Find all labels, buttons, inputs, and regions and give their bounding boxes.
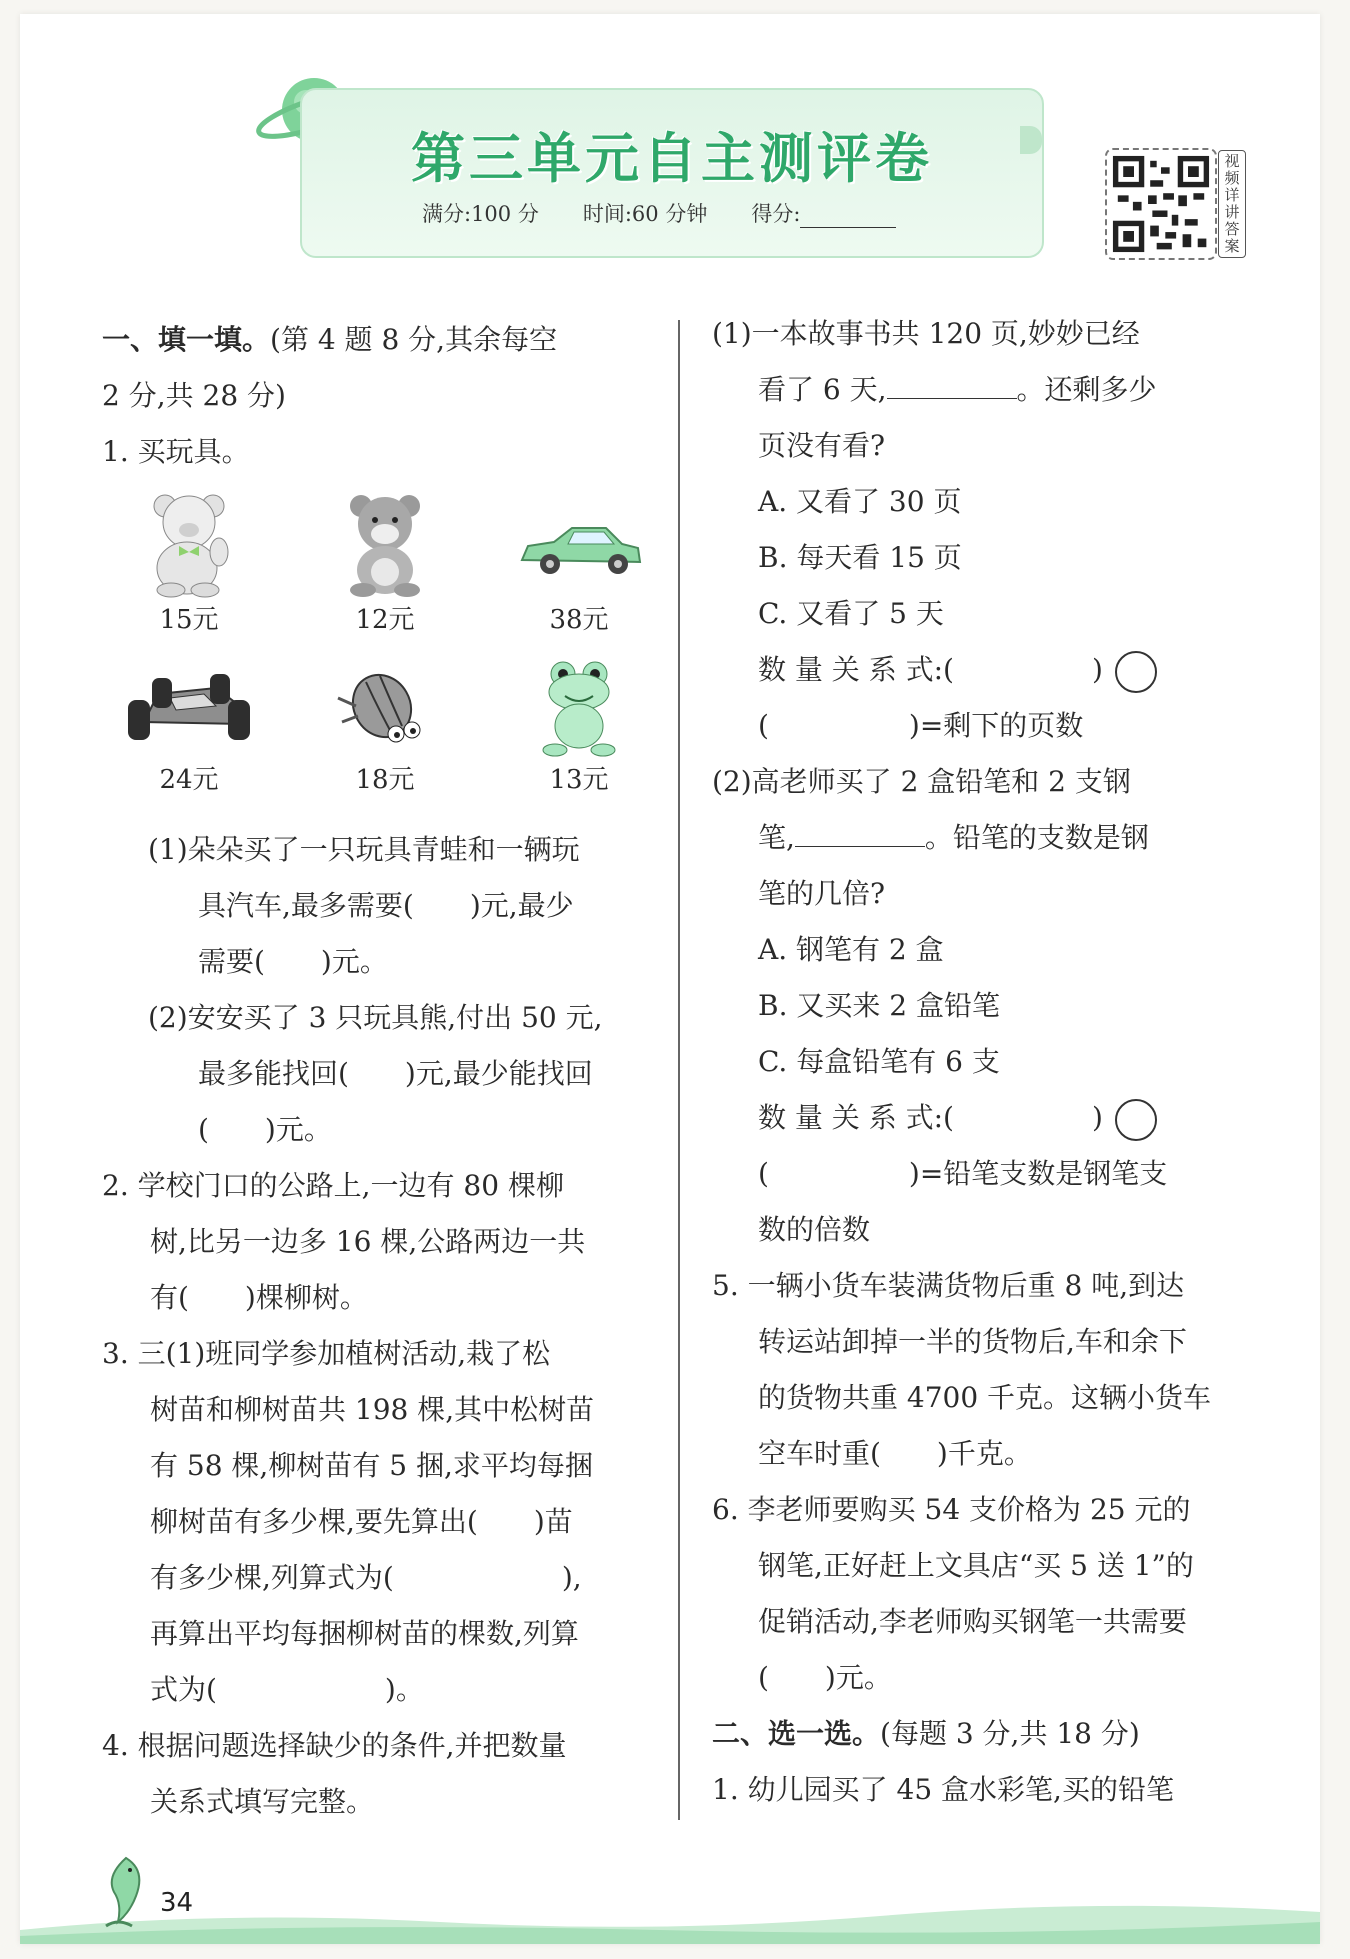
toy-price: 12元 [355,605,415,635]
q1-1-line-a: (1)朵朵买了一只玩具青蛙和一辆玩 [148,833,580,866]
full-score: 满分:100 分 [422,202,539,226]
q1-2-line-c: ( )元。 [198,1113,332,1146]
q3-line-g: 式为( )。 [150,1673,424,1706]
q5-line-a: 5. 一辆小货车装满货物后重 8 吨,到达 [712,1269,1185,1302]
q4-line-b: 关系式填写完整。 [150,1785,375,1818]
teddy-bear-icon [335,488,435,598]
q4-1-line-b: 看了 6 天, 。还剩多少 [712,362,1272,418]
teddy-bear-icon [139,488,239,598]
toy-price: 24元 [159,765,219,795]
answer-circle[interactable] [1115,1099,1157,1141]
option-a: A. 又看了 30 页 [758,485,962,518]
right-column [712,306,1272,1818]
q1-1-line-b: 具汽车,最多需要( )元,最少 [198,889,574,922]
section1-note: 2 分,共 28 分) [102,379,286,412]
banner-tab [1020,126,1042,154]
option-a: A. 钢笔有 2 盒 [758,933,944,966]
score-field: 得分: [751,198,896,228]
q4-2-equation-b: 数的倍数 [758,1213,871,1246]
q3-line-e: 有多少棵,列算式为( ), [150,1561,582,1594]
answer-circle[interactable] [1115,651,1157,693]
race-car-icon [124,658,254,758]
toy-car-icon [514,488,644,598]
q3-line-f: 再算出平均每捆柳树苗的棵数,列算 [150,1617,579,1650]
q6-line-a: 6. 李老师要购买 54 支价格为 25 元的 [712,1493,1191,1526]
q1-1-line-c: 需要( )元。 [198,945,388,978]
q2-line-c: 有( )棵柳树。 [150,1281,368,1314]
page-title: 第三单元自主测评卷 [411,127,933,190]
q5-line-c: 的货物共重 4700 千克。这辆小货车 [758,1381,1212,1414]
frog-icon [529,658,629,758]
q3-line-c: 有 58 棵,柳树苗有 5 捆,求平均每捆 [150,1449,593,1482]
q2-line-b: 树,比另一边多 16 棵,公路两边一共 [150,1225,586,1258]
toy-price: 38元 [549,605,609,635]
toy-racecar [124,658,254,796]
q4-1-line-a: (1)一本故事书共 120 页,妙妙已经 [712,317,1140,350]
toy-price: 18元 [355,765,415,795]
q3-line-a: 3. 三(1)班同学参加植树活动,栽了松 [102,1337,551,1370]
option-b: B. 又买来 2 盒铅笔 [758,989,1000,1022]
left-column [102,312,662,1830]
q4-1-equation: ( )=剩下的页数 [758,709,1084,742]
q1-2-line-a: (2)安安买了 3 只玩具熊,付出 50 元, [148,1001,603,1034]
section1-header: 一、填一填。(第 4 题 8 分,其余每空 [102,323,558,356]
qr-code-icon[interactable] [1105,148,1217,260]
toy-frog [514,658,644,796]
q4-1-line-c: 页没有看? [758,429,886,462]
answer-blank[interactable] [887,370,1017,399]
section2-header: 二、选一选。(每题 3 分,共 18 分) [712,1717,1140,1750]
q6-line-d: ( )元。 [758,1661,892,1694]
q2-line-a: 2. 学校门口的公路上,一边有 80 棵柳 [102,1169,564,1202]
toy-bear-white [124,488,254,636]
answer-blank[interactable] [795,818,925,847]
q5-line-b: 转运站卸掉一半的货物后,车和余下 [758,1325,1187,1358]
qr-caption: 视频详讲答案 [1218,150,1246,258]
toy-price: 13元 [549,765,609,795]
option-c: C. 又看了 5 天 [758,597,944,630]
footer-wave [20,1900,1320,1944]
option-c: C. 每盒铅笔有 6 支 [758,1045,1000,1078]
dolphin-icon [96,1852,156,1932]
watermelon-toy-icon [330,658,440,758]
toy-price: 15元 [159,605,219,635]
s2-q1-line-a: 1. 幼儿园买了 45 盒水彩笔,买的铅笔 [712,1773,1174,1806]
toy-bear-gray [320,488,450,636]
exam-meta [422,198,896,228]
toy-price-grid [102,488,662,818]
q5-line-d: 空车时重( )千克。 [758,1437,1032,1470]
page-number: 34 [160,1888,194,1918]
q4-2-line-a: (2)高老师买了 2 盒铅笔和 2 支钢 [712,765,1131,798]
time-limit: 时间:60 分钟 [582,202,708,226]
q3-line-b: 树苗和柳树苗共 198 棵,其中松树苗 [150,1393,595,1426]
toy-watermelon [320,658,450,796]
q4-line-a: 4. 根据问题选择缺少的条件,并把数量 [102,1729,567,1762]
toy-car [514,488,644,636]
q4-2-line-b: 笔, 。铅笔的支数是钢 [712,810,1272,866]
q4-2-line-c: 笔的几倍? [758,877,886,910]
option-b: B. 每天看 15 页 [758,541,962,574]
column-divider [678,320,680,1820]
q1-2-line-b: 最多能找回( )元,最少能找回 [198,1057,593,1090]
question-1-title: 1. 买玩具。 [102,435,250,468]
q6-line-c: 促销活动,李老师购买钢笔一共需要 [758,1605,1187,1638]
q6-line-b: 钢笔,正好赶上文具店“买 5 送 1”的 [758,1549,1194,1582]
q4-2-equation-a: ( )=铅笔支数是钢笔支 [758,1157,1168,1190]
q3-line-d: 柳树苗有多少棵,要先算出( )苗 [150,1505,573,1538]
relation-formula: 数 量 关 系 式:( ) [712,642,1272,698]
title-banner [300,88,1044,258]
relation-formula: 数 量 关 系 式:( ) [712,1090,1272,1146]
